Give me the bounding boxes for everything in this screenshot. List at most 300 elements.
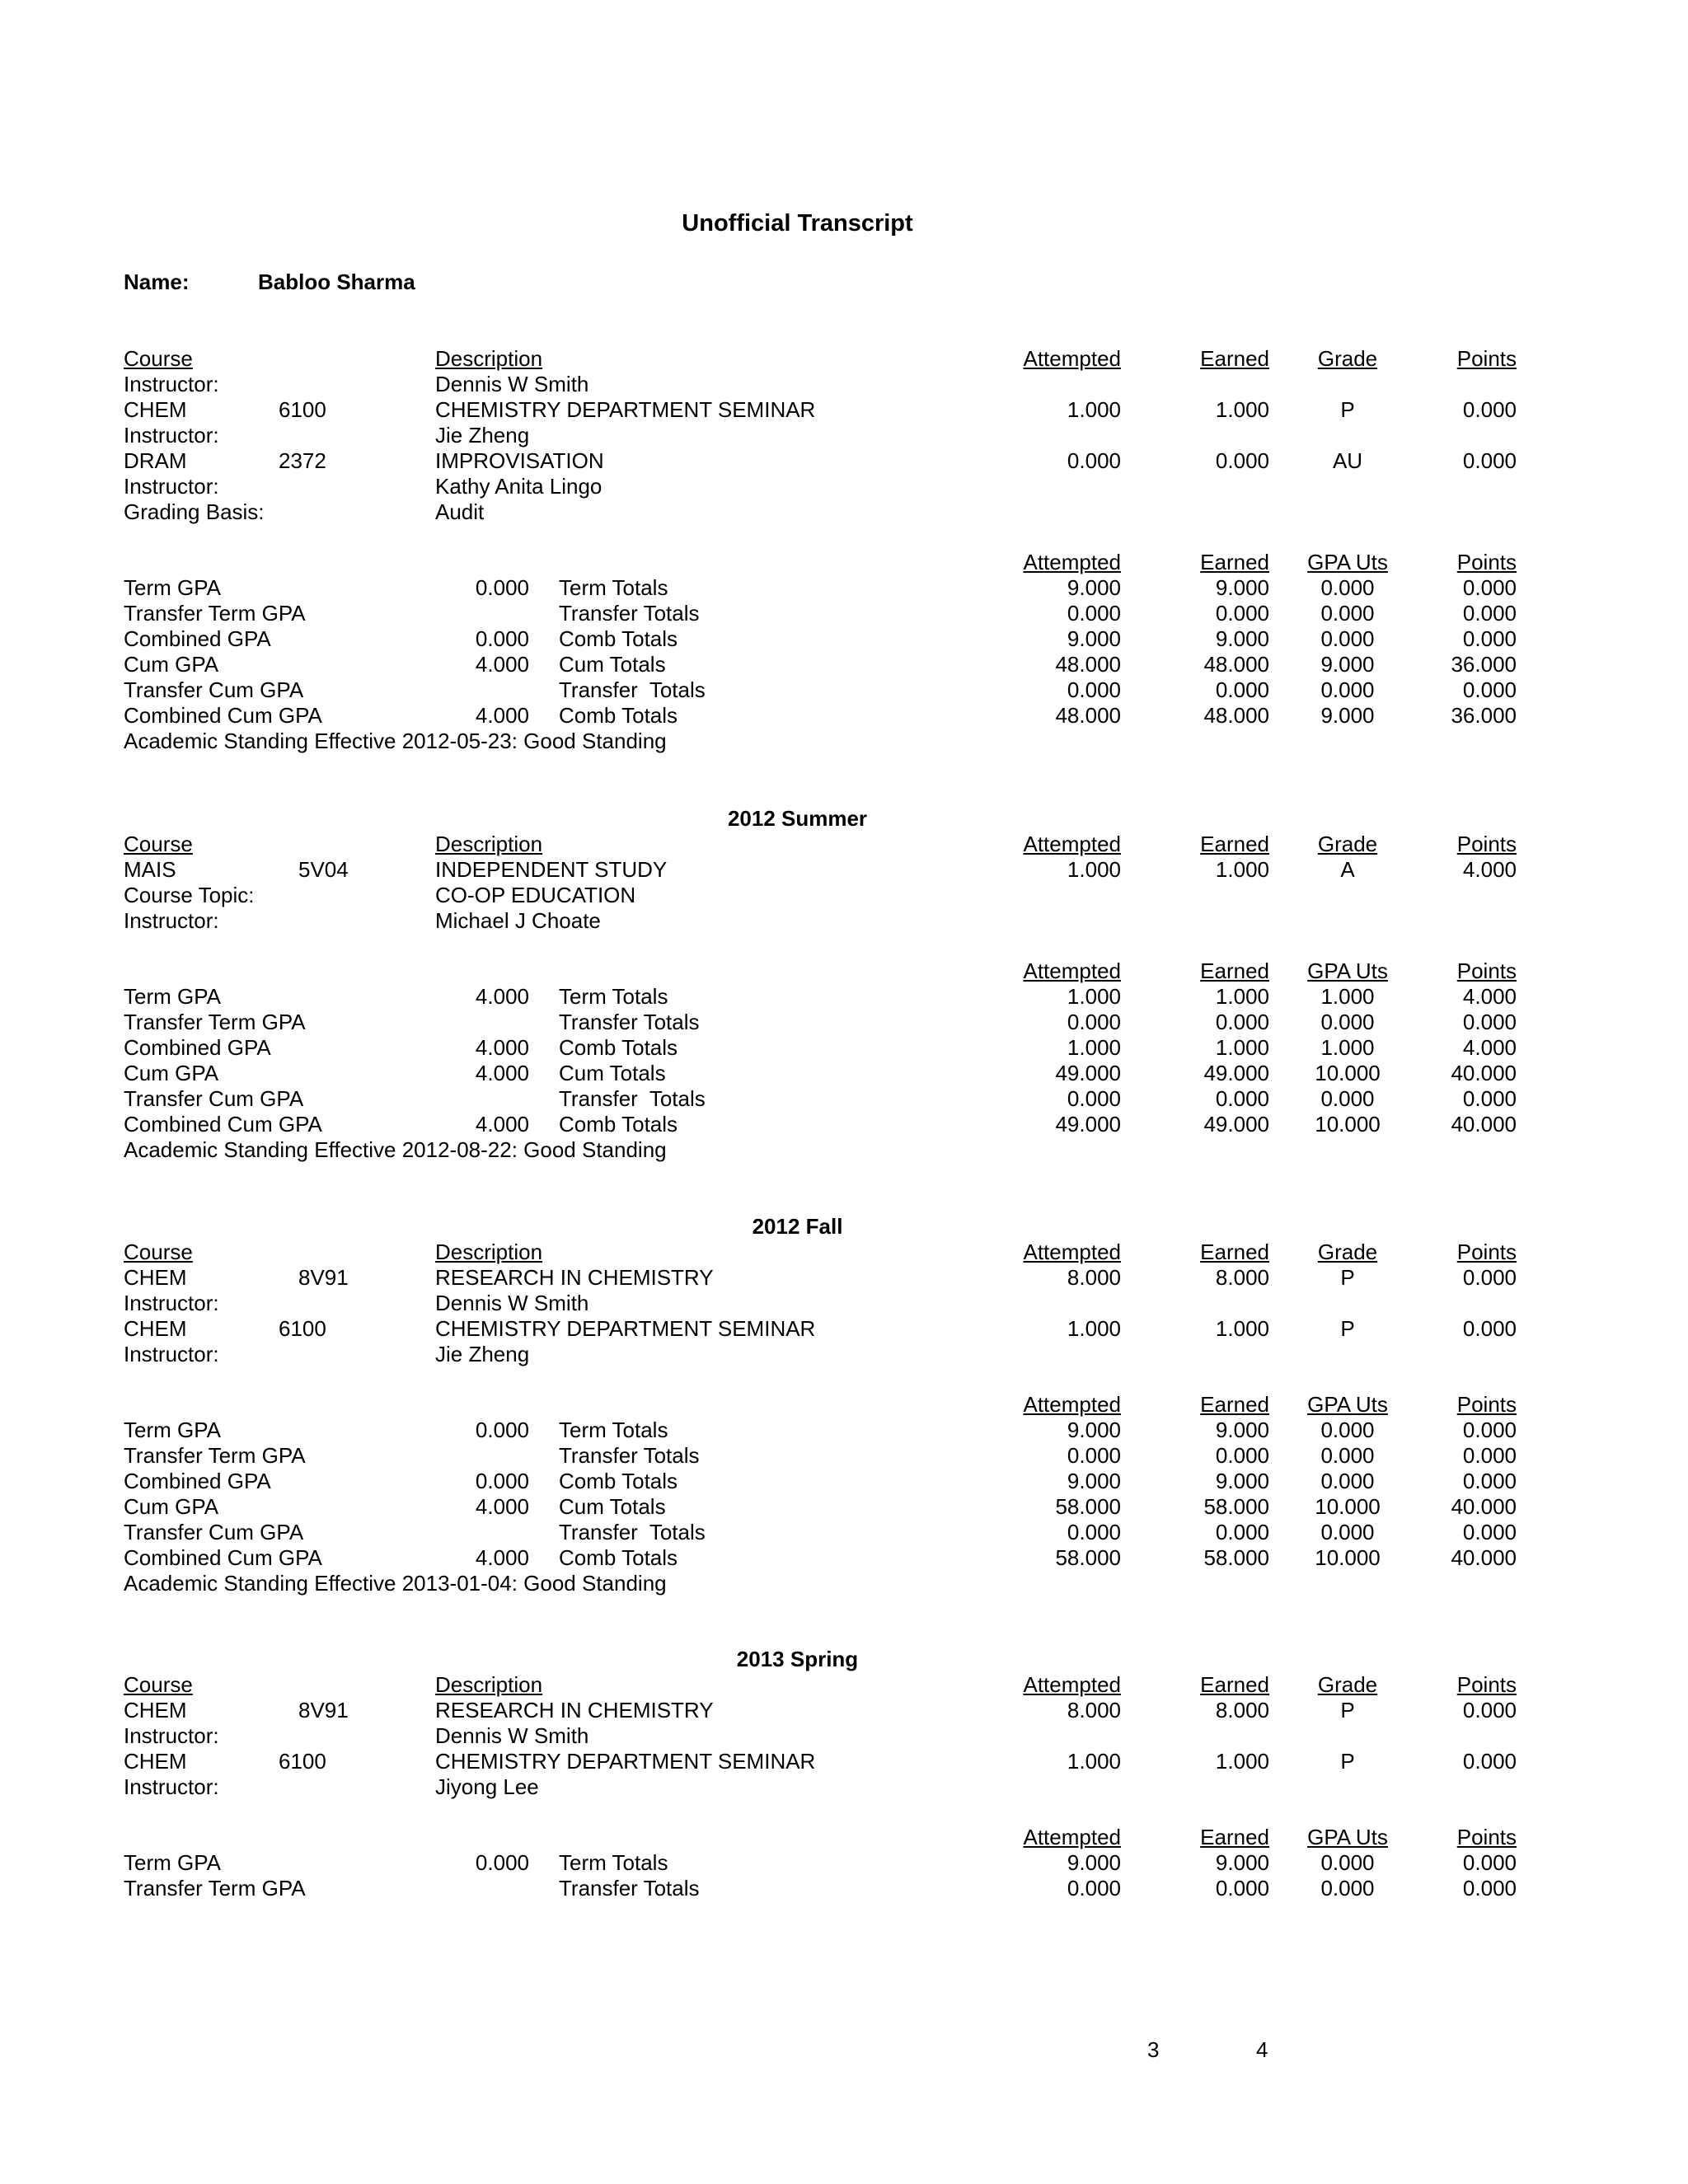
totals-points: 40.000 <box>1451 1545 1517 1570</box>
gpa-label: Transfer Term GPA <box>124 1443 306 1468</box>
grading-basis-value: Audit <box>435 499 485 524</box>
totals-label: Transfer Totals <box>559 601 700 626</box>
totals-earned: 58.000 <box>1203 1545 1269 1570</box>
totals-attempted: 9.000 <box>1067 1850 1121 1875</box>
instructor-row <box>0 423 1688 448</box>
course-subject: CHEM <box>124 1265 187 1290</box>
totals-gpa-uts: 10.000 <box>1315 1545 1381 1570</box>
course-number: 8V91 <box>298 1265 349 1290</box>
course-row <box>0 448 1688 474</box>
instructor-row <box>0 372 1688 397</box>
totals-earned: 48.000 <box>1203 652 1269 677</box>
gpa-label: Transfer Term GPA <box>124 1010 306 1034</box>
totals-attempted: 0.000 <box>1067 601 1121 626</box>
totals-attempted: 0.000 <box>1067 1086 1121 1111</box>
course-subject: CHEM <box>124 1698 187 1722</box>
gpa-label: Term GPA <box>124 984 221 1009</box>
totals-earned: 0.000 <box>1215 1520 1269 1544</box>
totals-gpa-uts: 0.000 <box>1320 1443 1375 1468</box>
totals-attempted: 0.000 <box>1067 1010 1121 1034</box>
gpa-value: 4.000 <box>475 703 529 728</box>
instructor-label: Instructor: <box>124 1342 219 1366</box>
course-description: RESEARCH IN CHEMISTRY <box>435 1265 714 1290</box>
earned-col-header: Earned <box>1200 550 1269 574</box>
totals-gpa-uts: 0.000 <box>1320 1850 1375 1875</box>
instructor-row <box>0 1291 1688 1316</box>
gpa-label: Cum GPA <box>124 652 219 677</box>
course-topic-value: CO-OP EDUCATION <box>435 883 636 907</box>
gpa-label: Cum GPA <box>124 1494 219 1519</box>
gpa-label: Cum GPA <box>124 1061 219 1085</box>
totals-points: 0.000 <box>1462 1876 1517 1900</box>
totals-points: 36.000 <box>1451 652 1517 677</box>
totals-attempted: 9.000 <box>1067 575 1121 600</box>
gpa-label: Term GPA <box>124 1850 221 1875</box>
course-grade: AU <box>1332 448 1363 473</box>
totals-attempted: 9.000 <box>1067 626 1121 651</box>
totals-earned: 9.000 <box>1215 1850 1269 1875</box>
course-grade: P <box>1340 1265 1355 1290</box>
gpa-value: 4.000 <box>475 1035 529 1060</box>
earned-col-header: Earned <box>1200 1672 1269 1697</box>
totals-label: Transfer Totals <box>559 1876 700 1900</box>
totals-earned: 1.000 <box>1215 1035 1269 1060</box>
totals-label: Comb Totals <box>559 1469 678 1493</box>
course-points: 0.000 <box>1462 1265 1517 1290</box>
course-number: 5V04 <box>298 857 349 882</box>
gpa-label: Term GPA <box>124 1418 221 1442</box>
points-col-header: Points <box>1456 1825 1517 1849</box>
totals-attempted: 0.000 <box>1067 1520 1121 1544</box>
academic-standing: Academic Standing Effective 2012-08-22: Good Standing <box>124 1137 667 1162</box>
points-col-header: Points <box>1456 1392 1517 1417</box>
totals-attempted: 0.000 <box>1067 1876 1121 1900</box>
totals-gpa-uts: 0.000 <box>1320 677 1375 702</box>
attempted-col-header: Attempted <box>1023 1825 1121 1849</box>
totals-attempted: 48.000 <box>1055 652 1121 677</box>
cum-gpa-row <box>0 1494 1688 1520</box>
totals-label: Transfer Totals <box>559 1443 700 1468</box>
course-subject: MAIS <box>124 857 176 882</box>
term-title: 2013 Spring <box>736 1647 859 1671</box>
course-description: IMPROVISATION <box>435 448 604 473</box>
instructor-row <box>0 908 1688 934</box>
totals-points: 4.000 <box>1462 1035 1517 1060</box>
totals-earned: 0.000 <box>1215 1443 1269 1468</box>
instructor-name: Kathy Anita Lingo <box>435 474 603 499</box>
transfer-term-gpa-row <box>0 1876 1688 1901</box>
instructor-label: Instructor: <box>124 423 219 448</box>
totals-points: 0.000 <box>1462 601 1517 626</box>
totals-header-row <box>0 1392 1688 1418</box>
instructor-name: Dennis W Smith <box>435 1291 589 1315</box>
transfer-cum-gpa-row <box>0 677 1688 703</box>
gpa-label: Transfer Cum GPA <box>124 677 304 702</box>
totals-points: 0.000 <box>1462 1520 1517 1544</box>
page-number-current: 3 <box>1147 2037 1160 2062</box>
term-title: 2012 Summer <box>727 806 868 831</box>
academic-standing-row <box>0 1571 1688 1596</box>
academic-standing: Academic Standing Effective 2013-01-04: Good Standing <box>124 1571 667 1596</box>
gpa-label: Combined Cum GPA <box>124 703 322 728</box>
combined-gpa-row <box>0 1469 1688 1494</box>
totals-gpa-uts: 0.000 <box>1320 1469 1375 1493</box>
gpa-uts-col-header: GPA Uts <box>1307 958 1388 983</box>
totals-gpa-uts: 9.000 <box>1320 652 1375 677</box>
term-gpa-row <box>0 575 1688 601</box>
grading-basis-row <box>0 499 1688 525</box>
totals-label: Term Totals <box>559 575 668 600</box>
cum-gpa-row <box>0 652 1688 677</box>
course-grade: P <box>1340 1316 1355 1341</box>
course-header-row <box>0 1240 1688 1265</box>
totals-gpa-uts: 0.000 <box>1320 1418 1375 1442</box>
totals-earned: 1.000 <box>1215 984 1269 1009</box>
academic-standing: Academic Standing Effective 2012-05-23: Good Standing <box>124 729 667 753</box>
totals-attempted: 48.000 <box>1055 703 1121 728</box>
transfer-cum-gpa-row <box>0 1520 1688 1545</box>
combined-cum-gpa-row <box>0 1545 1688 1571</box>
totals-points: 0.000 <box>1462 626 1517 651</box>
earned-col-header: Earned <box>1200 1392 1269 1417</box>
earned-col-header: Earned <box>1200 346 1269 371</box>
gpa-value: 0.000 <box>475 1418 529 1442</box>
gpa-label: Combined Cum GPA <box>124 1545 322 1570</box>
gpa-label: Term GPA <box>124 575 221 600</box>
term-gpa-row <box>0 984 1688 1010</box>
instructor-row <box>0 1723 1688 1749</box>
course-header-row <box>0 346 1688 372</box>
totals-points: 0.000 <box>1462 575 1517 600</box>
totals-label: Comb Totals <box>559 1545 678 1570</box>
totals-earned: 49.000 <box>1203 1112 1269 1137</box>
points-col-header: Points <box>1456 1672 1517 1697</box>
course-subject: DRAM <box>124 448 187 473</box>
earned-col-header: Earned <box>1200 832 1269 856</box>
gpa-label: Transfer Term GPA <box>124 601 306 626</box>
academic-standing-row <box>0 1137 1688 1163</box>
term-gpa-row <box>0 1850 1688 1876</box>
totals-label: Cum Totals <box>559 1061 666 1085</box>
course-row <box>0 1316 1688 1342</box>
student-name: Babloo Sharma <box>258 269 415 294</box>
totals-earned: 0.000 <box>1215 1086 1269 1111</box>
page-number-total: 4 <box>1256 2037 1268 2062</box>
totals-gpa-uts: 0.000 <box>1320 1010 1375 1034</box>
course-subject: CHEM <box>124 1316 187 1341</box>
instructor-name: Dennis W Smith <box>435 372 589 396</box>
totals-label: Transfer Totals <box>559 1520 706 1544</box>
totals-attempted: 1.000 <box>1067 984 1121 1009</box>
gpa-label: Combined GPA <box>124 1035 271 1060</box>
totals-points: 36.000 <box>1451 703 1517 728</box>
course-number: 2372 <box>279 448 326 473</box>
gpa-value: 0.000 <box>475 1850 529 1875</box>
course-topic-label: Course Topic: <box>124 883 255 907</box>
gpa-uts-col-header: GPA Uts <box>1307 550 1388 574</box>
transfer-term-gpa-row <box>0 1010 1688 1035</box>
course-row <box>0 1265 1688 1291</box>
course-points: 0.000 <box>1462 1316 1517 1341</box>
gpa-value: 4.000 <box>475 1494 529 1519</box>
gpa-value: 4.000 <box>475 1545 529 1570</box>
grade-col-header: Grade <box>1317 832 1378 856</box>
totals-gpa-uts: 10.000 <box>1315 1061 1381 1085</box>
course-points: 0.000 <box>1462 1698 1517 1722</box>
description-col-header: Description <box>435 832 543 856</box>
totals-points: 0.000 <box>1462 1850 1517 1875</box>
instructor-name: Dennis W Smith <box>435 1723 589 1748</box>
course-grade: P <box>1340 1698 1355 1722</box>
transfer-term-gpa-row <box>0 1443 1688 1469</box>
totals-attempted: 58.000 <box>1055 1494 1121 1519</box>
course-row <box>0 857 1688 883</box>
course-attempted: 8.000 <box>1067 1265 1121 1290</box>
description-col-header: Description <box>435 1672 543 1697</box>
course-row <box>0 1749 1688 1774</box>
instructor-label: Instructor: <box>124 474 219 499</box>
totals-earned: 48.000 <box>1203 703 1269 728</box>
course-grade: P <box>1340 1749 1355 1774</box>
course-earned: 0.000 <box>1215 448 1269 473</box>
totals-label: Comb Totals <box>559 1035 678 1060</box>
totals-gpa-uts: 0.000 <box>1320 1520 1375 1544</box>
totals-label: Comb Totals <box>559 626 678 651</box>
course-attempted: 1.000 <box>1067 1316 1121 1341</box>
course-number: 6100 <box>279 1749 326 1774</box>
totals-points: 40.000 <box>1451 1494 1517 1519</box>
gpa-label: Transfer Cum GPA <box>124 1520 304 1544</box>
gpa-value: 0.000 <box>475 626 529 651</box>
course-attempted: 1.000 <box>1067 857 1121 882</box>
course-earned: 1.000 <box>1215 857 1269 882</box>
grade-col-header: Grade <box>1317 346 1378 371</box>
course-row <box>0 1698 1688 1723</box>
grade-col-header: Grade <box>1317 1672 1378 1697</box>
totals-label: Term Totals <box>559 1850 668 1875</box>
instructor-label: Instructor: <box>124 372 219 396</box>
combined-gpa-row <box>0 1035 1688 1061</box>
points-col-header: Points <box>1456 550 1517 574</box>
course-points: 0.000 <box>1462 1749 1517 1774</box>
gpa-label: Transfer Cum GPA <box>124 1086 304 1111</box>
combined-gpa-row <box>0 626 1688 652</box>
course-attempted: 1.000 <box>1067 397 1121 422</box>
totals-gpa-uts: 0.000 <box>1320 1086 1375 1111</box>
gpa-label: Transfer Term GPA <box>124 1876 306 1900</box>
gpa-value: 4.000 <box>475 1112 529 1137</box>
totals-points: 40.000 <box>1451 1112 1517 1137</box>
totals-gpa-uts: 10.000 <box>1315 1494 1381 1519</box>
gpa-value: 4.000 <box>475 1061 529 1085</box>
totals-points: 0.000 <box>1462 677 1517 702</box>
totals-earned: 9.000 <box>1215 626 1269 651</box>
gpa-uts-col-header: GPA Uts <box>1307 1825 1388 1849</box>
course-description: INDEPENDENT STUDY <box>435 857 668 882</box>
combined-cum-gpa-row <box>0 703 1688 729</box>
totals-gpa-uts: 0.000 <box>1320 626 1375 651</box>
course-number: 8V91 <box>298 1698 349 1722</box>
course-grade: A <box>1340 857 1355 882</box>
cum-gpa-row <box>0 1061 1688 1086</box>
course-number: 6100 <box>279 1316 326 1341</box>
totals-header-row <box>0 550 1688 575</box>
totals-gpa-uts: 0.000 <box>1320 601 1375 626</box>
totals-attempted: 1.000 <box>1067 1035 1121 1060</box>
course-topic-row <box>0 883 1688 908</box>
combined-cum-gpa-row <box>0 1112 1688 1137</box>
totals-label: Transfer Totals <box>559 1086 706 1111</box>
totals-earned: 0.000 <box>1215 1876 1269 1900</box>
attempted-col-header: Attempted <box>1023 832 1121 856</box>
totals-label: Cum Totals <box>559 652 666 677</box>
gpa-value: 0.000 <box>475 575 529 600</box>
course-earned: 1.000 <box>1215 397 1269 422</box>
instructor-name: Jiyong Lee <box>435 1774 539 1799</box>
course-col-header: Course <box>124 832 193 856</box>
totals-earned: 49.000 <box>1203 1061 1269 1085</box>
course-col-header: Course <box>124 1672 193 1697</box>
totals-earned: 0.000 <box>1215 601 1269 626</box>
name-label: Name: <box>124 269 190 294</box>
course-earned: 1.000 <box>1215 1316 1269 1341</box>
totals-attempted: 58.000 <box>1055 1545 1121 1570</box>
points-col-header: Points <box>1456 958 1517 983</box>
totals-label: Transfer Totals <box>559 1010 700 1034</box>
totals-points: 40.000 <box>1451 1061 1517 1085</box>
academic-standing-row <box>0 729 1688 754</box>
transfer-term-gpa-row <box>0 601 1688 626</box>
course-points: 0.000 <box>1462 448 1517 473</box>
course-subject: CHEM <box>124 1749 187 1774</box>
totals-earned: 9.000 <box>1215 575 1269 600</box>
totals-label: Term Totals <box>559 984 668 1009</box>
totals-points: 0.000 <box>1462 1010 1517 1034</box>
totals-label: Term Totals <box>559 1418 668 1442</box>
attempted-col-header: Attempted <box>1023 1672 1121 1697</box>
course-attempted: 8.000 <box>1067 1698 1121 1722</box>
totals-header-row <box>0 1825 1688 1850</box>
instructor-label: Instructor: <box>124 1291 219 1315</box>
totals-gpa-uts: 9.000 <box>1320 703 1375 728</box>
transfer-cum-gpa-row <box>0 1086 1688 1112</box>
totals-earned: 58.000 <box>1203 1494 1269 1519</box>
instructor-name: Jie Zheng <box>435 1342 530 1366</box>
course-points: 0.000 <box>1462 397 1517 422</box>
totals-earned: 0.000 <box>1215 1010 1269 1034</box>
course-header-row <box>0 1672 1688 1698</box>
gpa-label: Combined GPA <box>124 1469 271 1493</box>
gpa-label: Combined GPA <box>124 626 271 651</box>
totals-points: 0.000 <box>1462 1418 1517 1442</box>
course-points: 4.000 <box>1462 857 1517 882</box>
course-description: CHEMISTRY DEPARTMENT SEMINAR <box>435 397 816 422</box>
totals-points: 0.000 <box>1462 1469 1517 1493</box>
totals-label: Transfer Totals <box>559 677 706 702</box>
gpa-value: 0.000 <box>475 1469 529 1493</box>
points-col-header: Points <box>1456 1240 1517 1264</box>
earned-col-header: Earned <box>1200 1825 1269 1849</box>
instructor-row <box>0 474 1688 499</box>
course-col-header: Course <box>124 346 193 371</box>
course-attempted: 0.000 <box>1067 448 1121 473</box>
totals-gpa-uts: 1.000 <box>1320 1035 1375 1060</box>
term-title: 2012 Fall <box>752 1214 843 1239</box>
course-col-header: Course <box>124 1240 193 1264</box>
attempted-col-header: Attempted <box>1023 958 1121 983</box>
term-title-row <box>0 1214 1688 1240</box>
course-subject: CHEM <box>124 397 187 422</box>
gpa-value: 4.000 <box>475 984 529 1009</box>
gpa-value: 4.000 <box>475 652 529 677</box>
points-col-header: Points <box>1456 346 1517 371</box>
course-grade: P <box>1340 397 1355 422</box>
grade-col-header: Grade <box>1317 1240 1378 1264</box>
points-col-header: Points <box>1456 832 1517 856</box>
instructor-row <box>0 1774 1688 1800</box>
attempted-col-header: Attempted <box>1023 346 1121 371</box>
gpa-uts-col-header: GPA Uts <box>1307 1392 1388 1417</box>
course-earned: 1.000 <box>1215 1749 1269 1774</box>
totals-attempted: 9.000 <box>1067 1418 1121 1442</box>
page-title: Unofficial Transcript <box>682 210 913 237</box>
totals-earned: 9.000 <box>1215 1469 1269 1493</box>
description-col-header: Description <box>435 346 543 371</box>
totals-attempted: 49.000 <box>1055 1112 1121 1137</box>
instructor-label: Instructor: <box>124 908 219 933</box>
term-gpa-row <box>0 1418 1688 1443</box>
totals-points: 0.000 <box>1462 1443 1517 1468</box>
instructor-name: Michael J Choate <box>435 908 601 933</box>
gpa-label: Combined Cum GPA <box>124 1112 322 1137</box>
totals-label: Comb Totals <box>559 703 678 728</box>
totals-attempted: 0.000 <box>1067 677 1121 702</box>
course-description: CHEMISTRY DEPARTMENT SEMINAR <box>435 1316 816 1341</box>
course-earned: 8.000 <box>1215 1265 1269 1290</box>
totals-gpa-uts: 0.000 <box>1320 575 1375 600</box>
totals-gpa-uts: 0.000 <box>1320 1876 1375 1900</box>
attempted-col-header: Attempted <box>1023 1392 1121 1417</box>
totals-gpa-uts: 1.000 <box>1320 984 1375 1009</box>
course-row <box>0 397 1688 423</box>
course-header-row <box>0 832 1688 857</box>
totals-points: 0.000 <box>1462 1086 1517 1111</box>
totals-points: 4.000 <box>1462 984 1517 1009</box>
totals-gpa-uts: 10.000 <box>1315 1112 1381 1137</box>
attempted-col-header: Attempted <box>1023 550 1121 574</box>
totals-header-row <box>0 958 1688 984</box>
totals-earned: 0.000 <box>1215 677 1269 702</box>
course-earned: 8.000 <box>1215 1698 1269 1722</box>
totals-attempted: 9.000 <box>1067 1469 1121 1493</box>
instructor-label: Instructor: <box>124 1774 219 1799</box>
course-description: RESEARCH IN CHEMISTRY <box>435 1698 714 1722</box>
term-title-row <box>0 806 1688 832</box>
totals-attempted: 0.000 <box>1067 1443 1121 1468</box>
course-attempted: 1.000 <box>1067 1749 1121 1774</box>
instructor-name: Jie Zheng <box>435 423 530 448</box>
totals-label: Comb Totals <box>559 1112 678 1137</box>
description-col-header: Description <box>435 1240 543 1264</box>
course-description: CHEMISTRY DEPARTMENT SEMINAR <box>435 1749 816 1774</box>
totals-earned: 9.000 <box>1215 1418 1269 1442</box>
earned-col-header: Earned <box>1200 1240 1269 1264</box>
earned-col-header: Earned <box>1200 958 1269 983</box>
course-number: 6100 <box>279 397 326 422</box>
totals-attempted: 49.000 <box>1055 1061 1121 1085</box>
instructor-row <box>0 1342 1688 1367</box>
attempted-col-header: Attempted <box>1023 1240 1121 1264</box>
